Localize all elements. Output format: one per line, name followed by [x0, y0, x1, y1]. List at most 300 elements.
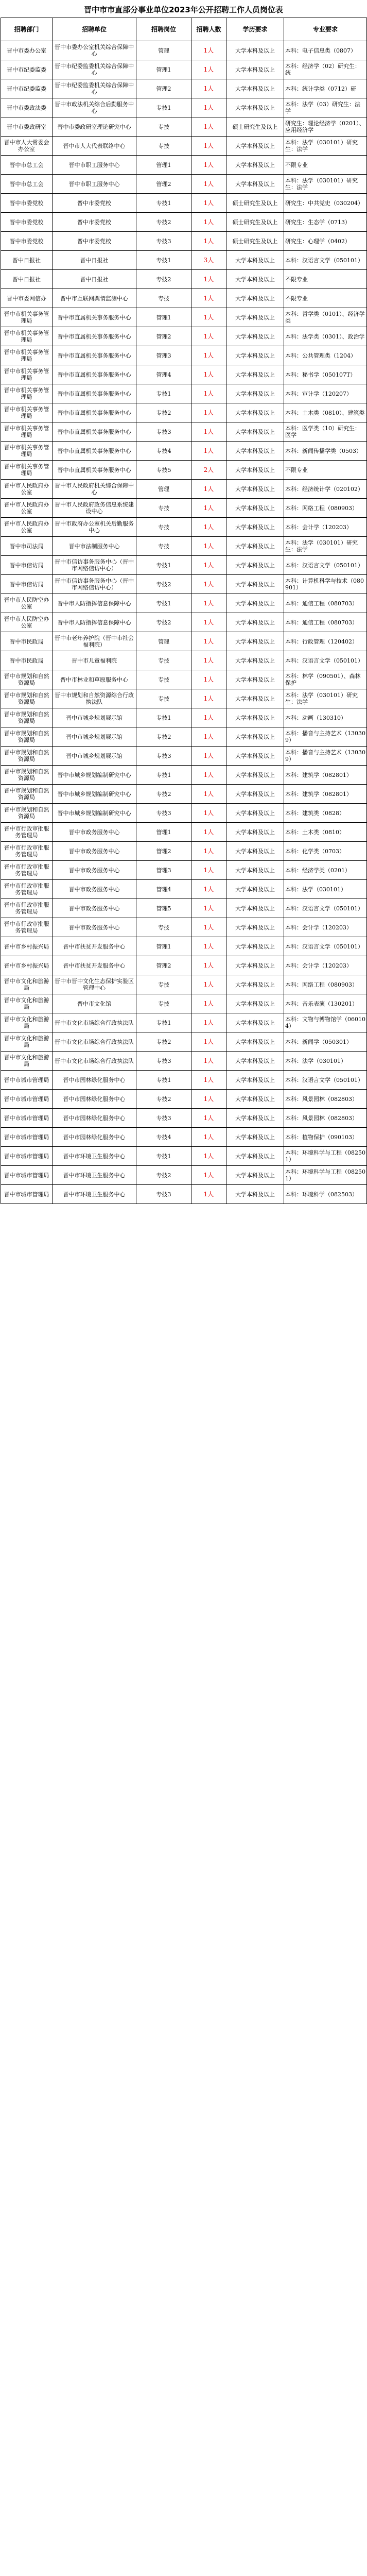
- cell-education: 大学本科及以上: [226, 632, 284, 651]
- cell-education: 大学本科及以上: [226, 518, 284, 537]
- cell-dept: 晋中市机关事务管理局: [1, 365, 53, 384]
- cell-major: 不限专业: [284, 289, 367, 308]
- cell-dept: 晋中市委政法委: [1, 98, 53, 117]
- cell-post: 专技: [136, 499, 191, 518]
- cell-unit: 晋中市文化市场综合行政执法队: [53, 1052, 136, 1071]
- cell-count: 1人: [191, 384, 226, 403]
- cell-dept: 晋中市机关事务管理局: [1, 327, 53, 346]
- cell-post: 管理1: [136, 937, 191, 956]
- cell-dept: 晋中市城市管理局: [1, 1147, 53, 1166]
- cell-dept: 晋中市委党校: [1, 194, 53, 213]
- cell-count: 1人: [191, 346, 226, 365]
- table-row: [1, 442, 367, 461]
- cell-count: 1人: [191, 213, 226, 232]
- cell-education: 大学本科及以上: [226, 156, 284, 175]
- cell-count: 1人: [191, 975, 226, 994]
- cell-post: 管理2: [136, 175, 191, 194]
- cell-education: 大学本科及以上: [226, 1185, 284, 1204]
- cell-unit: 晋中市城乡规划展示馆: [53, 708, 136, 727]
- cell-count: 1人: [191, 804, 226, 823]
- cell-major: 本科：土木类（0810）: [284, 823, 367, 842]
- cell-dept: 晋中市规划和自然资源局: [1, 670, 53, 689]
- cell-unit: 晋中市直属机关事务服务中心: [53, 365, 136, 384]
- cell-education: 大学本科及以上: [226, 308, 284, 327]
- cell-dept: 晋中市委政研室: [1, 117, 53, 137]
- cell-unit: 晋中市法制服务中心: [53, 537, 136, 556]
- page-title: 晋中市市直部分事业单位2023年公开招聘工作人员岗位表: [84, 5, 283, 14]
- cell-count: 1人: [191, 899, 226, 918]
- cell-count: 1人: [191, 41, 226, 60]
- cell-count: 1人: [191, 518, 226, 537]
- cell-dept: 晋中市城市管理局: [1, 1185, 53, 1204]
- cell-major: 本科：会计学（120203）: [284, 918, 367, 937]
- cell-major: 本科：计算机科学与技术（080901）: [284, 575, 367, 594]
- cell-education: 硕士研究生及以上: [226, 213, 284, 232]
- cell-dept: 晋中市规划和自然资源局: [1, 708, 53, 727]
- cell-post: 专技3: [136, 747, 191, 766]
- cell-major: 本科：医学类（10）研究生：医学: [284, 422, 367, 442]
- cell-count: 1人: [191, 575, 226, 594]
- cell-major: 本科：经济学类（0201）: [284, 861, 367, 880]
- cell-education: 大学本科及以上: [226, 60, 284, 79]
- cell-dept: 晋中市信访局: [1, 575, 53, 594]
- cell-dept: 晋中市纪委监委: [1, 60, 53, 79]
- table-row: [1, 861, 367, 880]
- cell-major: 本科：网络工程（080903）: [284, 975, 367, 994]
- cell-count: 1人: [191, 1147, 226, 1166]
- cell-major: 本科：法学（030101）: [284, 880, 367, 899]
- cell-post: 专技: [136, 975, 191, 994]
- table-row: [1, 594, 367, 613]
- cell-dept: 晋中市民政局: [1, 632, 53, 651]
- table-row: [1, 727, 367, 747]
- table-row: [1, 346, 367, 365]
- table-row: [1, 632, 367, 651]
- cell-unit: 晋中市政务服务中心: [53, 842, 136, 861]
- cell-major: 本科：经济学（02）研究生：统: [284, 60, 367, 79]
- cell-education: 大学本科及以上: [226, 41, 284, 60]
- table-row: [1, 575, 367, 594]
- cell-major: 本科：法学（030101）: [284, 1052, 367, 1071]
- cell-dept: 晋中市行政审批服务管理局: [1, 823, 53, 842]
- cell-education: 大学本科及以上: [226, 937, 284, 956]
- cell-major: 本科：风景园林（082803）: [284, 1090, 367, 1109]
- cell-major: 本科：网络工程（080903）: [284, 499, 367, 518]
- cell-education: 大学本科及以上: [226, 175, 284, 194]
- cell-dept: 晋中市委办公室: [1, 41, 53, 60]
- table-row: [1, 41, 367, 60]
- cell-post: 管理1: [136, 60, 191, 79]
- cell-unit: 晋中市文化市场综合行政执法队: [53, 1032, 136, 1052]
- cell-education: 硕士研究生及以上: [226, 194, 284, 213]
- table-row: [1, 613, 367, 632]
- table-row: [1, 461, 367, 480]
- cell-major: 不限专业: [284, 156, 367, 175]
- cell-dept: 晋中日报社: [1, 270, 53, 289]
- cell-major: 本科：汉语言文学（050101）: [284, 651, 367, 670]
- cell-dept: 晋中市民政局: [1, 651, 53, 670]
- cell-unit: 晋中市委办公室机关综合保障中心: [53, 41, 136, 60]
- cell-major: 本科：法学类（0301）、政治学: [284, 327, 367, 346]
- cell-unit: 晋中市规划和自然资源综合行政执法队: [53, 689, 136, 708]
- header-major: 专业要求: [284, 18, 367, 41]
- cell-dept: 晋中市人民防空办公室: [1, 613, 53, 632]
- cell-education: 大学本科及以上: [226, 899, 284, 918]
- table-row: [1, 823, 367, 842]
- cell-unit: 晋中市政务服务中心: [53, 823, 136, 842]
- cell-count: 1人: [191, 880, 226, 899]
- cell-count: 1人: [191, 232, 226, 251]
- cell-post: 专技4: [136, 1128, 191, 1147]
- cell-major: 本科：会计学（120203）: [284, 518, 367, 537]
- cell-education: 大学本科及以上: [226, 98, 284, 117]
- cell-dept: 晋中市行政审批服务管理局: [1, 899, 53, 918]
- cell-major: 本科：土木类（0810）、建筑类: [284, 403, 367, 422]
- cell-major: 本科：电子信息类（0807）: [284, 41, 367, 60]
- cell-dept: 晋中市规划和自然资源局: [1, 689, 53, 708]
- cell-unit: 晋中市人民政府机关综合保障中心: [53, 480, 136, 499]
- cell-count: 1人: [191, 747, 226, 766]
- cell-dept: 晋中市行政审批服务管理局: [1, 861, 53, 880]
- cell-unit: 晋中市人民政府政务信息系统建设中心: [53, 499, 136, 518]
- table-row: [1, 1166, 367, 1185]
- cell-count: 1人: [191, 499, 226, 518]
- cell-major: 本科：建筑学（082801）: [284, 766, 367, 785]
- table-row: [1, 1128, 367, 1147]
- cell-education: 大学本科及以上: [226, 79, 284, 98]
- cell-education: 大学本科及以上: [226, 270, 284, 289]
- cell-major: 研究生：生态学（0713）: [284, 213, 367, 232]
- cell-post: 管理: [136, 632, 191, 651]
- cell-count: 1人: [191, 613, 226, 632]
- cell-dept: 晋中市规划和自然资源局: [1, 727, 53, 747]
- cell-post: 专技: [136, 670, 191, 689]
- cell-major: 本科：汉语言文学（050101）: [284, 556, 367, 575]
- cell-post: 专技: [136, 918, 191, 937]
- cell-unit: 晋中市人防指挥信息保障中心: [53, 594, 136, 613]
- cell-dept: 晋中市人大常委会办公室: [1, 137, 53, 156]
- cell-post: 专技2: [136, 1032, 191, 1052]
- cell-dept: 晋中市行政审批服务管理局: [1, 918, 53, 937]
- table-row: [1, 975, 367, 994]
- cell-dept: 晋中市规划和自然资源局: [1, 766, 53, 785]
- cell-post: 专技: [136, 117, 191, 137]
- table-row: [1, 651, 367, 670]
- cell-dept: 晋中市城市管理局: [1, 1166, 53, 1185]
- header-dept: 招聘部门: [1, 18, 53, 41]
- cell-unit: 晋中市互联网舆情监测中心: [53, 289, 136, 308]
- cell-dept: 晋中市规划和自然资源局: [1, 747, 53, 766]
- cell-post: 专技2: [136, 1090, 191, 1109]
- cell-major: 本科：公共管理类（1204）: [284, 346, 367, 365]
- cell-education: 大学本科及以上: [226, 766, 284, 785]
- cell-post: 专技: [136, 994, 191, 1013]
- cell-unit: 晋中市纪委监委机关综合保障中心: [53, 60, 136, 79]
- cell-education: 大学本科及以上: [226, 804, 284, 823]
- cell-post: 专技: [136, 537, 191, 556]
- table-row: [1, 117, 367, 137]
- table-row: [1, 365, 367, 384]
- cell-dept: 晋中市人民政府办公室: [1, 518, 53, 537]
- table-row: [1, 518, 367, 537]
- cell-major: 本科：通信工程（080703）: [284, 613, 367, 632]
- cell-dept: 晋中市城市管理局: [1, 1128, 53, 1147]
- table-row: [1, 213, 367, 232]
- cell-dept: 晋中市机关事务管理局: [1, 384, 53, 403]
- cell-count: 1人: [191, 79, 226, 98]
- cell-post: 管理2: [136, 956, 191, 975]
- cell-post: 管理: [136, 480, 191, 499]
- cell-education: 大学本科及以上: [226, 1147, 284, 1166]
- cell-unit: 晋中市政务服务中心: [53, 880, 136, 899]
- cell-unit: 晋中市政务服务中心: [53, 918, 136, 937]
- cell-post: 专技: [136, 137, 191, 156]
- cell-unit: 晋中市园林绿化服务中心: [53, 1071, 136, 1090]
- cell-dept: 晋中市行政审批服务管理局: [1, 880, 53, 899]
- header-unit: 招聘单位: [53, 18, 136, 41]
- cell-dept: 晋中市人民政府办公室: [1, 499, 53, 518]
- cell-education: 大学本科及以上: [226, 613, 284, 632]
- table-row: [1, 994, 367, 1013]
- cell-post: 专技2: [136, 270, 191, 289]
- cell-unit: 晋中市委党校: [53, 232, 136, 251]
- cell-dept: 晋中市行政审批服务管理局: [1, 842, 53, 861]
- cell-dept: 晋中市文化和旅游局: [1, 1052, 53, 1071]
- cell-post: 专技1: [136, 98, 191, 117]
- cell-dept: 晋中市总工会: [1, 175, 53, 194]
- cell-unit: 晋中市园林绿化服务中心: [53, 1090, 136, 1109]
- cell-post: 专技3: [136, 1185, 191, 1204]
- cell-post: 管理1: [136, 823, 191, 842]
- table-row: [1, 956, 367, 975]
- cell-unit: 晋中市环境卫生服务中心: [53, 1185, 136, 1204]
- cell-dept: 晋中市城市管理局: [1, 1071, 53, 1090]
- cell-unit: 晋中市职工服务中心: [53, 175, 136, 194]
- cell-education: 大学本科及以上: [226, 670, 284, 689]
- cell-unit: 晋中市扶贫开发服务中心: [53, 956, 136, 975]
- cell-major: 本科：音乐表演（130201）: [284, 994, 367, 1013]
- table-row: [1, 1071, 367, 1090]
- cell-unit: 晋中市园林绿化服务中心: [53, 1128, 136, 1147]
- table-row: [1, 1185, 367, 1204]
- cell-major: 本科：汉语言文学（050101）: [284, 899, 367, 918]
- cell-major: 本科：汉语言文学（050101）: [284, 937, 367, 956]
- table-header: [1, 18, 367, 41]
- cell-post: 管理4: [136, 880, 191, 899]
- cell-count: 1人: [191, 1185, 226, 1204]
- table-row: [1, 1147, 367, 1166]
- cell-major: 本科：统计学类（0712）研: [284, 79, 367, 98]
- table-row: [1, 156, 367, 175]
- cell-major: 本科：会计学（120203）: [284, 956, 367, 975]
- table-row: [1, 918, 367, 937]
- cell-post: 专技1: [136, 251, 191, 270]
- table-row: [1, 1013, 367, 1032]
- cell-unit: 晋中日报社: [53, 270, 136, 289]
- cell-unit: 晋中市城乡规划编制研究中心: [53, 804, 136, 823]
- cell-education: 大学本科及以上: [226, 727, 284, 747]
- cell-dept: 晋中市城市管理局: [1, 1090, 53, 1109]
- cell-education: 大学本科及以上: [226, 289, 284, 308]
- cell-unit: 晋中市信访事务服务中心（晋中市网络信访中心）: [53, 575, 136, 594]
- cell-dept: 晋中日报社: [1, 251, 53, 270]
- cell-unit: 晋中市城乡规划展示馆: [53, 747, 136, 766]
- table-row: [1, 251, 367, 270]
- cell-education: 大学本科及以上: [226, 442, 284, 461]
- table-row: [1, 308, 367, 327]
- cell-education: 大学本科及以上: [226, 956, 284, 975]
- cell-post: 专技1: [136, 594, 191, 613]
- table-row: [1, 670, 367, 689]
- cell-education: 大学本科及以上: [226, 708, 284, 727]
- cell-count: 1人: [191, 766, 226, 785]
- cell-post: 专技3: [136, 232, 191, 251]
- cell-count: 1人: [191, 137, 226, 156]
- cell-count: 1人: [191, 60, 226, 79]
- cell-education: 大学本科及以上: [226, 384, 284, 403]
- cell-dept: 晋中市乡村振兴局: [1, 937, 53, 956]
- table-row: [1, 384, 367, 403]
- cell-major: 本科：环境科学（082503）: [284, 1185, 367, 1204]
- cell-post: 专技1: [136, 766, 191, 785]
- cell-post: 管理1: [136, 308, 191, 327]
- cell-post: 专技: [136, 289, 191, 308]
- cell-post: 管理1: [136, 156, 191, 175]
- table-row: [1, 785, 367, 804]
- cell-dept: 晋中市机关事务管理局: [1, 442, 53, 461]
- cell-education: 大学本科及以上: [226, 575, 284, 594]
- cell-count: 1人: [191, 1090, 226, 1109]
- table-row: [1, 327, 367, 346]
- cell-post: 专技3: [136, 422, 191, 442]
- cell-dept: 晋中市文化和旅游局: [1, 1032, 53, 1052]
- table-row: [1, 937, 367, 956]
- cell-count: 2人: [191, 461, 226, 480]
- cell-unit: 晋中日报社: [53, 251, 136, 270]
- cell-major: 本科：文物与博物馆学（060104）: [284, 1013, 367, 1032]
- cell-unit: 晋中市直属机关事务服务中心: [53, 327, 136, 346]
- cell-unit: 晋中市人大代表联络中心: [53, 137, 136, 156]
- cell-count: 1人: [191, 689, 226, 708]
- cell-dept: 晋中市文化和旅游局: [1, 975, 53, 994]
- table-row: [1, 480, 367, 499]
- cell-unit: 晋中市晋中文化生态保护实验区管理中心: [53, 975, 136, 994]
- cell-dept: 晋中市规划和自然资源局: [1, 804, 53, 823]
- cell-unit: 晋中市直属机关事务服务中心: [53, 422, 136, 442]
- cell-unit: 晋中市政府办公室机关后勤服务中心: [53, 518, 136, 537]
- cell-count: 1人: [191, 708, 226, 727]
- cell-unit: 晋中市信访事务服务中心（晋中市网络信访中心）: [53, 556, 136, 575]
- cell-unit: 晋中市委党校: [53, 194, 136, 213]
- cell-education: 大学本科及以上: [226, 137, 284, 156]
- cell-education: 大学本科及以上: [226, 403, 284, 422]
- cell-dept: 晋中市机关事务管理局: [1, 461, 53, 480]
- cell-count: 3人: [191, 251, 226, 270]
- cell-education: 大学本科及以上: [226, 422, 284, 442]
- cell-education: 大学本科及以上: [226, 594, 284, 613]
- cell-count: 1人: [191, 194, 226, 213]
- cell-count: 1人: [191, 327, 226, 346]
- table-row: [1, 403, 367, 422]
- cell-unit: 晋中市城乡规划展示馆: [53, 727, 136, 747]
- table-row: [1, 137, 367, 156]
- cell-major: 不限专业: [284, 461, 367, 480]
- header-count: 招聘人数: [191, 18, 226, 41]
- cell-education: 大学本科及以上: [226, 1013, 284, 1032]
- cell-post: 专技2: [136, 613, 191, 632]
- table-row: [1, 79, 367, 98]
- table-row: [1, 194, 367, 213]
- cell-education: 大学本科及以上: [226, 880, 284, 899]
- cell-post: 专技2: [136, 727, 191, 747]
- table-body: [1, 41, 367, 1204]
- cell-count: 1人: [191, 480, 226, 499]
- cell-education: 大学本科及以上: [226, 785, 284, 804]
- cell-count: 1人: [191, 918, 226, 937]
- cell-education: 大学本科及以上: [226, 1166, 284, 1185]
- cell-count: 1人: [191, 1052, 226, 1071]
- cell-post: 专技: [136, 518, 191, 537]
- cell-post: 专技5: [136, 461, 191, 480]
- cell-post: 管理4: [136, 365, 191, 384]
- cell-dept: 晋中市人民防空办公室: [1, 594, 53, 613]
- cell-major: 本科：汉语言文学（050101）: [284, 1071, 367, 1090]
- table-row: [1, 270, 367, 289]
- cell-count: 1人: [191, 956, 226, 975]
- cell-education: 大学本科及以上: [226, 975, 284, 994]
- cell-count: 1人: [191, 1128, 226, 1147]
- cell-post: 管理2: [136, 327, 191, 346]
- cell-count: 1人: [191, 117, 226, 137]
- table-row: [1, 499, 367, 518]
- cell-education: 大学本科及以上: [226, 1090, 284, 1109]
- cell-education: 大学本科及以上: [226, 1052, 284, 1071]
- cell-dept: 晋中市规划和自然资源局: [1, 785, 53, 804]
- cell-unit: 晋中市园林绿化服务中心: [53, 1109, 136, 1128]
- cell-major: 本科：播音与主持艺术（130309）: [284, 727, 367, 747]
- cell-count: 1人: [191, 175, 226, 194]
- cell-unit: 晋中市老年养护院（晋中市社会福利院）: [53, 632, 136, 651]
- cell-post: 专技1: [136, 708, 191, 727]
- cell-education: 大学本科及以上: [226, 689, 284, 708]
- table-row: [1, 1090, 367, 1109]
- cell-post: 专技3: [136, 1109, 191, 1128]
- table-row: [1, 422, 367, 442]
- cell-major: 本科：环境科学与工程（082501）: [284, 1166, 367, 1185]
- cell-dept: 晋中市机关事务管理局: [1, 403, 53, 422]
- cell-post: 专技1: [136, 1071, 191, 1090]
- cell-unit: 晋中市直属机关事务服务中心: [53, 346, 136, 365]
- cell-count: 1人: [191, 98, 226, 117]
- cell-education: 大学本科及以上: [226, 1128, 284, 1147]
- cell-major: 本科：经济统计学（020102）: [284, 480, 367, 499]
- cell-count: 1人: [191, 670, 226, 689]
- cell-dept: 晋中市机关事务管理局: [1, 422, 53, 442]
- cell-count: 1人: [191, 823, 226, 842]
- cell-dept: 晋中市机关事务管理局: [1, 308, 53, 327]
- cell-count: 1人: [191, 651, 226, 670]
- cell-dept: 晋中市文化和旅游局: [1, 1013, 53, 1032]
- cell-education: 大学本科及以上: [226, 1071, 284, 1090]
- cell-post: 专技1: [136, 384, 191, 403]
- cell-education: 大学本科及以上: [226, 994, 284, 1013]
- cell-count: 1人: [191, 861, 226, 880]
- cell-education: 大学本科及以上: [226, 651, 284, 670]
- cell-major: 本科：新闻传播学类（0503）: [284, 442, 367, 461]
- table-row: [1, 537, 367, 556]
- header-education: 学历要求: [226, 18, 284, 41]
- cell-post: 专技1: [136, 1013, 191, 1032]
